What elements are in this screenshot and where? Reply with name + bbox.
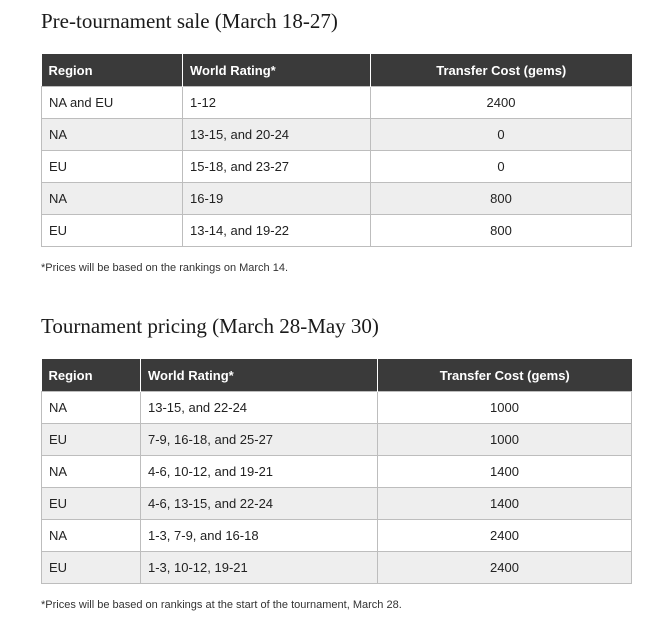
table-header-row	[42, 359, 632, 392]
section-title-tournament-pricing: Tournament pricing (March 28-May 30)	[41, 314, 379, 338]
table-row	[42, 488, 632, 520]
cell-world-rating: 1-3, 7-9, and 16-18	[141, 520, 378, 552]
cell-world-rating: 1-3, 10-12, 19-21	[141, 552, 378, 584]
cell-world-rating: 16-19	[183, 183, 371, 215]
cell-transfer-cost: 1000	[378, 424, 632, 456]
cell-transfer-cost: 1400	[378, 488, 632, 520]
cell-world-rating: 4-6, 13-15, and 22-24	[141, 488, 378, 520]
cell-transfer-cost: 800	[371, 215, 632, 247]
cell-region: NA	[42, 392, 141, 424]
tournament-pricing-footnote: *Prices will be based on rankings at the start of the tournament, March 28.	[41, 599, 402, 611]
cell-region: EU	[42, 424, 141, 456]
cell-region: NA	[42, 520, 141, 552]
table-row	[42, 119, 632, 151]
table-row	[42, 87, 632, 119]
cell-transfer-cost: 1400	[378, 456, 632, 488]
cell-world-rating: 13-15, and 22-24	[141, 392, 378, 424]
table-row	[42, 151, 632, 183]
cell-transfer-cost: 0	[371, 119, 632, 151]
cell-transfer-cost: 0	[371, 151, 632, 183]
cell-transfer-cost: 2400	[378, 520, 632, 552]
table-row	[42, 456, 632, 488]
table-row	[42, 392, 632, 424]
cell-region: NA	[42, 183, 183, 215]
cell-transfer-cost: 1000	[378, 392, 632, 424]
pre-tournament-table	[41, 54, 632, 247]
table-header-row	[42, 54, 632, 87]
cell-world-rating: 15-18, and 23-27	[183, 151, 371, 183]
cell-transfer-cost: 2400	[371, 87, 632, 119]
cell-region: EU	[42, 488, 141, 520]
cell-world-rating: 13-14, and 19-22	[183, 215, 371, 247]
cell-transfer-cost: 800	[371, 183, 632, 215]
cell-region: NA and EU	[42, 87, 183, 119]
header-world-rating: World Rating*	[141, 359, 378, 392]
header-region: Region	[42, 54, 183, 87]
table-row	[42, 520, 632, 552]
cell-region: NA	[42, 456, 141, 488]
cell-region: EU	[42, 215, 183, 247]
cell-region: EU	[42, 552, 141, 584]
table-row	[42, 552, 632, 584]
header-world-rating: World Rating*	[183, 54, 371, 87]
table-row	[42, 215, 632, 247]
cell-transfer-cost: 2400	[378, 552, 632, 584]
cell-region: EU	[42, 151, 183, 183]
cell-world-rating: 4-6, 10-12, and 19-21	[141, 456, 378, 488]
tournament-pricing-table	[41, 359, 632, 584]
cell-world-rating: 7-9, 16-18, and 25-27	[141, 424, 378, 456]
pre-tournament-footnote: *Prices will be based on the rankings on March 14.	[41, 262, 289, 274]
cell-region: NA	[42, 119, 183, 151]
header-transfer-cost: Transfer Cost (gems)	[378, 359, 632, 392]
table-row	[42, 424, 632, 456]
cell-world-rating: 13-15, and 20-24	[183, 119, 371, 151]
header-transfer-cost: Transfer Cost (gems)	[371, 54, 632, 87]
header-region: Region	[42, 359, 141, 392]
section-title-pre-tournament: Pre-tournament sale (March 18-27)	[41, 9, 338, 33]
table-row	[42, 183, 632, 215]
cell-world-rating: 1-12	[183, 87, 371, 119]
